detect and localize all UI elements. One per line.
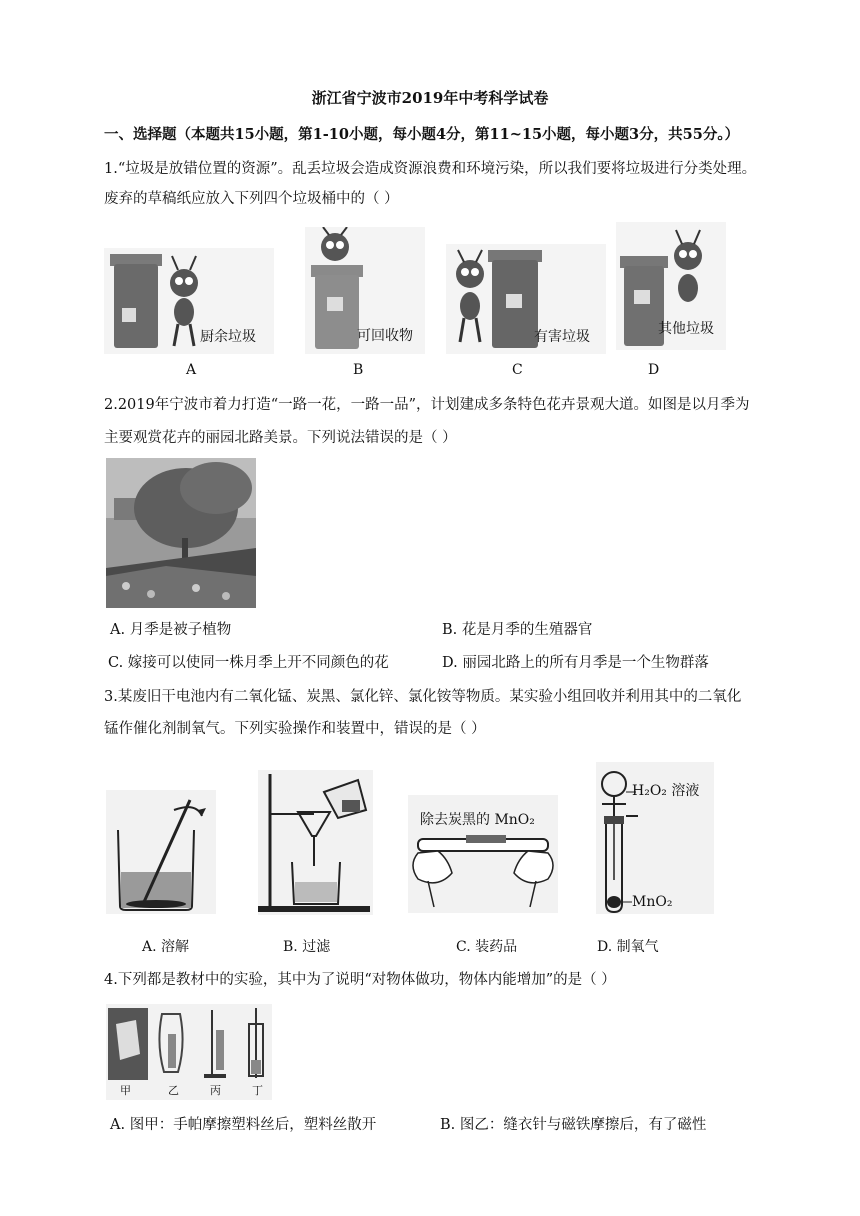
bin-image-c <box>446 244 606 354</box>
dissolve-figure <box>106 790 216 914</box>
oxygen-figure <box>596 762 714 914</box>
question-4-line-1: 4.下列都是教材中的实验，其中为了说明“对物体做功，物体内能增加”的是（ ） <box>104 972 616 988</box>
bin-option-c: C <box>512 362 523 378</box>
question-3-line-2: 锰作催化剂制氧气。下列实验操作和装置中，错误的是（ ） <box>104 721 486 737</box>
q2-option-b: B. 花是月季的生殖器官 <box>442 622 593 638</box>
question-1-line-2: 废弃的草稿纸应放入下列四个垃圾桶中的（ ） <box>104 191 399 207</box>
panel-label-bing: 丙 <box>210 1084 221 1097</box>
q3-option-c: C. 装药品 <box>456 939 518 955</box>
bin-caption-b: 可回收物 <box>357 328 413 344</box>
q4-option-a: A. 图甲：手帕摩擦塑料丝后，塑料丝散开 <box>110 1117 377 1133</box>
bin-option-d: D <box>648 362 660 378</box>
mno2-bottom-label: MnO₂ <box>632 894 673 910</box>
h2o2-label: H₂O₂ 溶液 <box>632 783 700 799</box>
q3-option-a: A. 溶解 <box>142 939 190 955</box>
bin-caption-a: 厨余垃圾 <box>200 329 256 345</box>
panel-label-ding: 丁 <box>252 1084 263 1097</box>
q2-option-c: C. 嫁接可以使同一株月季上开不同颜色的花 <box>108 655 389 671</box>
bin-caption-c: 有害垃圾 <box>534 329 590 345</box>
page-title: 浙江省宁波市2019年中考科学试卷 <box>311 89 549 107</box>
mno2-label: 除去炭黑的 MnO₂ <box>420 812 535 828</box>
q2-option-d: D. 丽园北路上的所有月季是一个生物群落 <box>442 655 709 671</box>
q3-option-d: D. 制氧气 <box>597 939 659 955</box>
q3-option-b: B. 过滤 <box>283 939 331 955</box>
bin-option-b: B <box>353 362 364 378</box>
panel-label-yi: 乙 <box>168 1084 179 1097</box>
rose-road-photo <box>106 458 256 608</box>
question-3-line-1: 3.某废旧干电池内有二氧化锰、炭黑、氯化锌、氯化铵等物质。某实验小组回收并利用其中的二氧化 <box>104 689 742 705</box>
experiments-figure <box>106 1004 272 1100</box>
question-2-line-1: 2.2019年宁波市着力打造“一路一花，一路一品”，计划建成多条特色花卉景观大道。如图是以月季为 <box>104 397 750 413</box>
load-chemical-figure <box>408 795 558 913</box>
bin-caption-d: 其他垃圾 <box>658 321 714 337</box>
section-header: 一、选择题（本题共15小题，第1-10小题，每小题4分，第11~15小题，每小题3分，共55分。） <box>104 126 740 143</box>
question-2-line-2: 主要观赏花卉的丽园北路美景。下列说法错误的是（ ） <box>104 430 457 446</box>
bin-image-d <box>616 222 726 350</box>
bin-image-b <box>305 227 425 354</box>
bin-image-a <box>104 248 274 354</box>
question-1-line-1: 1.“垃圾是放错位置的资源”。乱丢垃圾会造成资源浪费和环境污染，所以我们要将垃圾进行分类处理。 <box>104 161 757 177</box>
bin-option-a: A <box>186 362 197 378</box>
q4-option-b: B. 图乙：缝衣针与磁铁摩擦后，有了磁性 <box>440 1117 707 1133</box>
filtration-figure <box>258 770 373 915</box>
panel-label-jia: 甲 <box>120 1084 131 1097</box>
q2-option-a: A. 月季是被子植物 <box>110 622 232 638</box>
